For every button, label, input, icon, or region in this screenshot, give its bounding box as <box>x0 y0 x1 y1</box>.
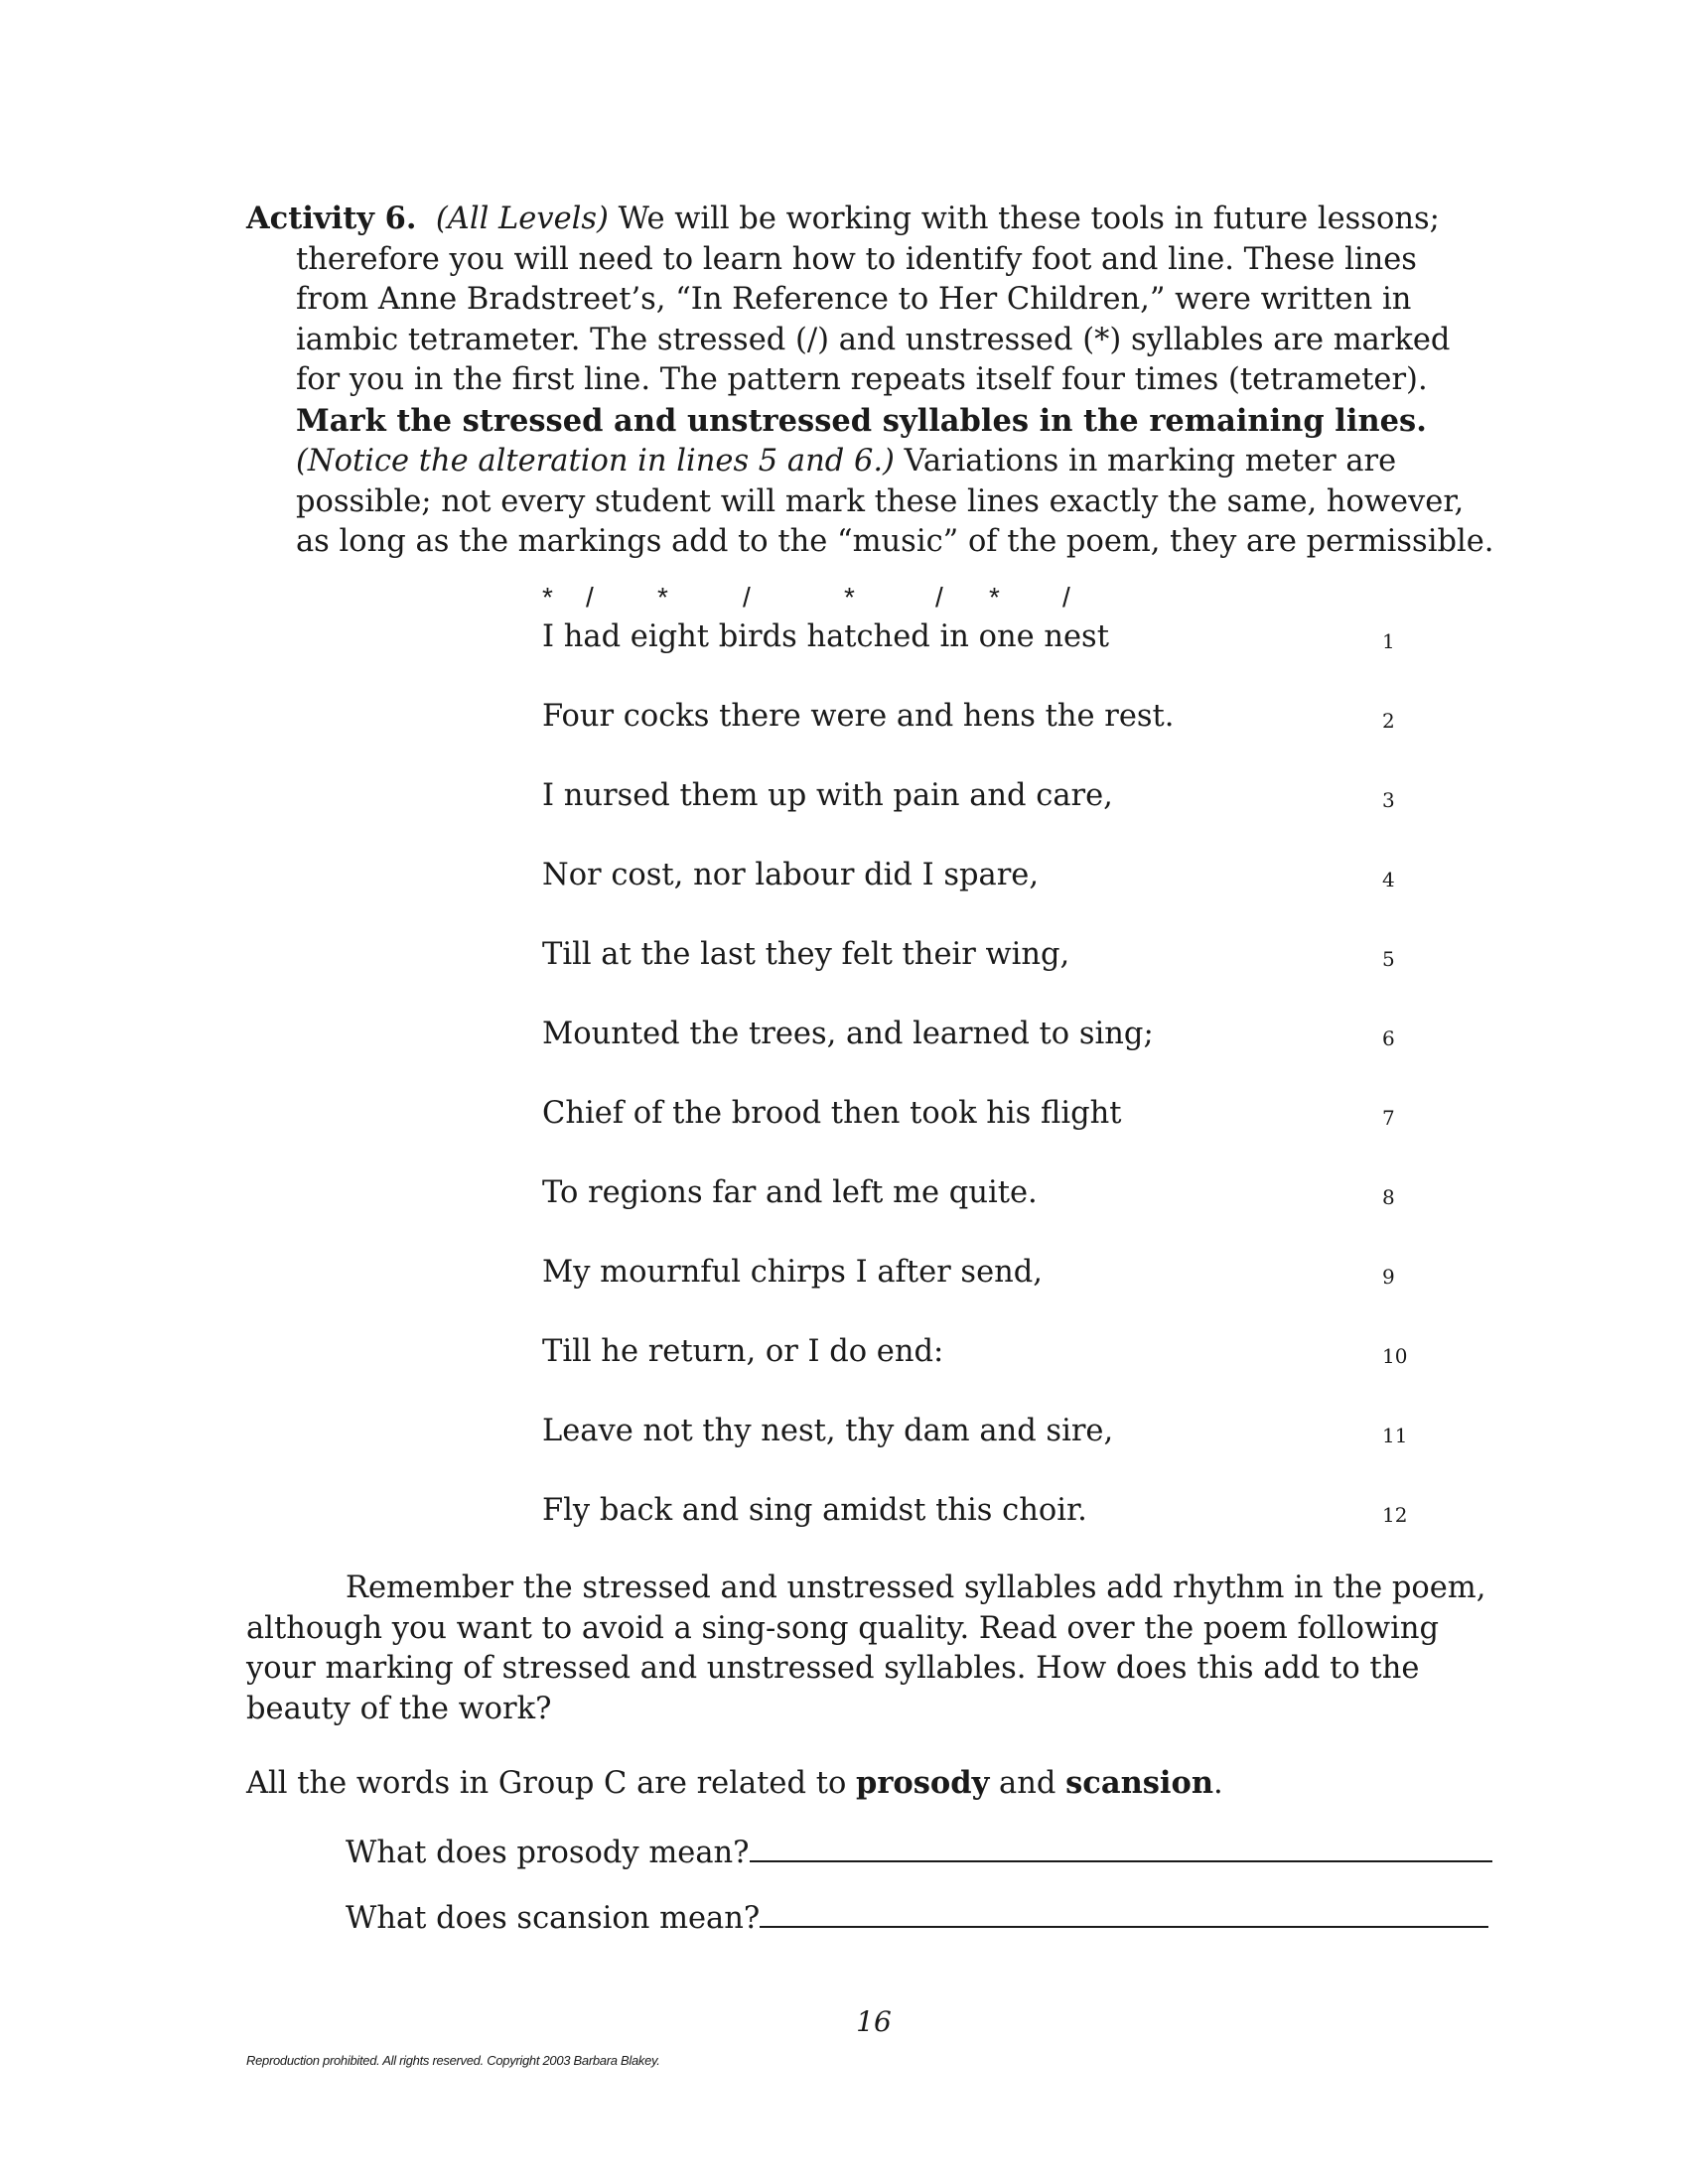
copyright-footer: Reproduction prohibited. All rights reserved. Copyright 2003 Barbara Blakey. <box>246 2053 660 2068</box>
scansion-mark: * <box>657 582 668 613</box>
poem-line-text: I had eight birds hatched in one nest <box>542 619 1109 654</box>
remember-text: Remember the stressed and unstressed syllables add rhythm in the poem, although you want to avoid a sing-song quality. Read over the poem following your marking of stressed and unstressed syllables. How does this add to the beauty of the work? <box>246 1570 1486 1726</box>
question-scansion-label: What does scansion mean? <box>346 1901 761 1936</box>
poem-line-text: Fly back and sing amidst this choir. <box>542 1493 1087 1528</box>
line-number: 12 <box>1382 1503 1408 1527</box>
activity-text-1: We will be working with these tools in future lessons; therefore you will need to learn how to identify foot and line. These lines from Anne Bradstreet’s, “In Reference to Her Children,” were written in iambic tetrameter. The stressed (/) and unstressed (*) syllables are marked for you in the first line. The pattern repeats itself four times (tetrameter). <box>296 202 1451 397</box>
line-number: 10 <box>1382 1344 1408 1368</box>
page-number: 16 <box>856 2005 892 2038</box>
poem-line-text: Chief of the brood then took his flight <box>542 1096 1122 1131</box>
scansion-mark: * <box>989 582 1000 613</box>
line-number: 11 <box>1382 1424 1408 1447</box>
question-prosody <box>346 1831 1492 1873</box>
poem-line <box>542 1015 1436 1094</box>
group-and: and <box>989 1766 1066 1801</box>
activity-note: (Notice the alteration in lines 5 and 6.) <box>296 444 895 478</box>
scansion-mark: / <box>586 582 594 613</box>
poem-line-text: Leave not thy nest, thy dam and sire, <box>542 1414 1114 1448</box>
line-number: 8 <box>1382 1185 1395 1209</box>
answer-line-scansion[interactable] <box>760 1896 1488 1928</box>
poem-line-text: Nor cost, nor labour did I spare, <box>542 858 1040 892</box>
scansion-mark: * <box>844 582 855 613</box>
poem-line <box>542 1412 1436 1491</box>
poem-line <box>542 1094 1436 1173</box>
scansion-mark: * <box>542 582 553 613</box>
activity-instructions <box>246 199 1497 563</box>
activity-levels: (All Levels) <box>435 202 609 236</box>
question-prosody-label: What does prosody mean? <box>346 1836 750 1870</box>
poem-line <box>542 776 1436 856</box>
line-number: 3 <box>1382 788 1395 812</box>
poem-line-text: To regions far and left me quite. <box>542 1175 1038 1210</box>
poem-line <box>542 1253 1436 1332</box>
poem-line-text: Till he return, or I do end: <box>542 1334 944 1369</box>
remember-paragraph <box>246 1569 1497 1729</box>
poem-line <box>542 697 1436 776</box>
poem-line-text: Till at the last they felt their wing, <box>542 937 1070 972</box>
question-scansion <box>346 1896 1488 1939</box>
answer-line-prosody[interactable] <box>750 1831 1492 1862</box>
scansion-mark: / <box>743 582 751 613</box>
line-number: 7 <box>1382 1106 1395 1130</box>
line-number: 9 <box>1382 1265 1395 1289</box>
poem-line <box>542 617 1436 697</box>
group-c-sentence <box>246 1763 1497 1805</box>
poem-line <box>542 1332 1436 1412</box>
line-number: 2 <box>1382 709 1395 733</box>
line-number: 6 <box>1382 1026 1395 1050</box>
poem-line <box>542 1491 1436 1570</box>
scansion-mark: / <box>935 582 943 613</box>
activity-text-2: Variations in marking meter are possible; not every student will mark these lines exactly the same, however, as long as the markings add to the “music” of the poem, they are permissible. <box>296 444 1494 559</box>
line-number: 1 <box>1382 629 1395 653</box>
poem-line <box>542 935 1436 1015</box>
poem-line-text: Four cocks there were and hens the rest. <box>542 699 1175 734</box>
term-scansion: scansion <box>1065 1765 1214 1801</box>
poem-line-text: My mournful chirps I after send, <box>542 1255 1043 1290</box>
poem-line <box>542 1173 1436 1253</box>
poem-line-text: Mounted the trees, and learned to sing; <box>542 1017 1154 1051</box>
term-prosody: prosody <box>856 1765 990 1801</box>
scansion-mark: / <box>1062 582 1070 613</box>
group-prefix: All the words in Group C are related to <box>246 1766 857 1801</box>
activity-label: Activity 6. <box>246 201 417 236</box>
poem <box>542 617 1436 1570</box>
group-suffix: . <box>1213 1766 1223 1801</box>
poem-line-text: I nursed them up with pain and care, <box>542 778 1113 813</box>
line-number: 4 <box>1382 868 1395 891</box>
activity-instruction: Mark the stressed and unstressed syllables in the remaining lines. <box>296 402 1427 439</box>
line-number: 5 <box>1382 947 1395 971</box>
poem-line <box>542 856 1436 935</box>
